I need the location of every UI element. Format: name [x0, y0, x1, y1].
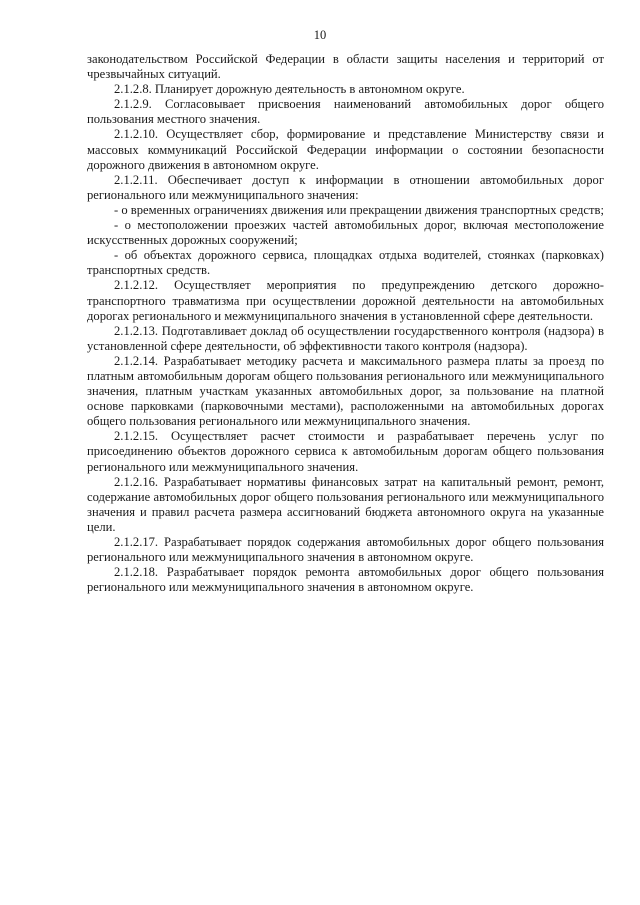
- paragraph: 2.1.2.9. Согласовывает присвоения наименований автомобильных дорог общего пользования местного значения.: [87, 97, 604, 127]
- paragraph: законодательством Российской Федерации в области защиты населения и территорий от чрезвычайных ситуаций.: [87, 52, 604, 82]
- paragraph: 2.1.2.14. Разрабатывает методику расчета и максимального размера платы за проезд по платным автомобильным дорогам общего пользования регионального или межмуниципального значения, платным участкам указанных автомобильных дорог, за пользование на платной основе парковками (парковочными местами), расположенными на автомобильных дорогах общего пользования регионального или межмуниципального значения.: [87, 353, 604, 429]
- paragraph: 2.1.2.10. Осуществляет сбор, формирование и представление Министерству связи и массовых коммуникаций Российской Федерации информации о состоянии безопасности дорожного движения в автономном округе.: [87, 127, 604, 172]
- paragraph: 2.1.2.15. Осуществляет расчет стоимости и разрабатывает перечень услуг по присоединению объектов дорожного сервиса к автомобильным дорогам общего пользования регионального или межмуниципального значения.: [87, 429, 604, 474]
- paragraph: 2.1.2.13. Подготавливает доклад об осуществлении государственного контроля (надзора) в установленной сфере деятельности, об эффективности такого контроля (надзора).: [87, 323, 604, 353]
- paragraph: 2.1.2.16. Разрабатывает нормативы финансовых затрат на капитальный ремонт, ремонт, содержание автомобильных дорог общего пользования регионального или межмуниципального значения и правил расчета размера ассигнований бюджета автономного округа на указанные цели.: [87, 474, 604, 534]
- paragraph: 2.1.2.11. Обеспечивает доступ к информации в отношении автомобильных дорог регионального или межмуниципального значения:: [87, 172, 604, 202]
- paragraph: 2.1.2.17. Разрабатывает порядок содержания автомобильных дорог общего пользования регионального или межмуниципального значения в автономном округе.: [87, 535, 604, 565]
- paragraph: 2.1.2.8. Планирует дорожную деятельность в автономном округе.: [114, 82, 465, 97]
- paragraph: - об объектах дорожного сервиса, площадках отдыха водителей, стоянках (парковках) транспортных средств.: [87, 248, 604, 278]
- paragraph: 2.1.2.18. Разрабатывает порядок ремонта автомобильных дорог общего пользования регионального или межмуниципального значения в автономном округе.: [87, 565, 604, 595]
- document-body: [87, 52, 604, 595]
- paragraph: 2.1.2.12. Осуществляет мероприятия по предупреждению детского дорожно-транспортного травматизма при осуществлении дорожной деятельности на автомобильных дорогах регионального и межмуниципального значения в установленной сфере деятельности.: [87, 278, 604, 323]
- page-number: 10: [313, 28, 327, 42]
- paragraph: - о местоположении проезжих частей автомобильных дорог, включая местоположение искусственных дорожных сооружений;: [87, 218, 604, 248]
- paragraph: - о временных ограничениях движения или прекращении движения транспортных средств;: [114, 202, 604, 217]
